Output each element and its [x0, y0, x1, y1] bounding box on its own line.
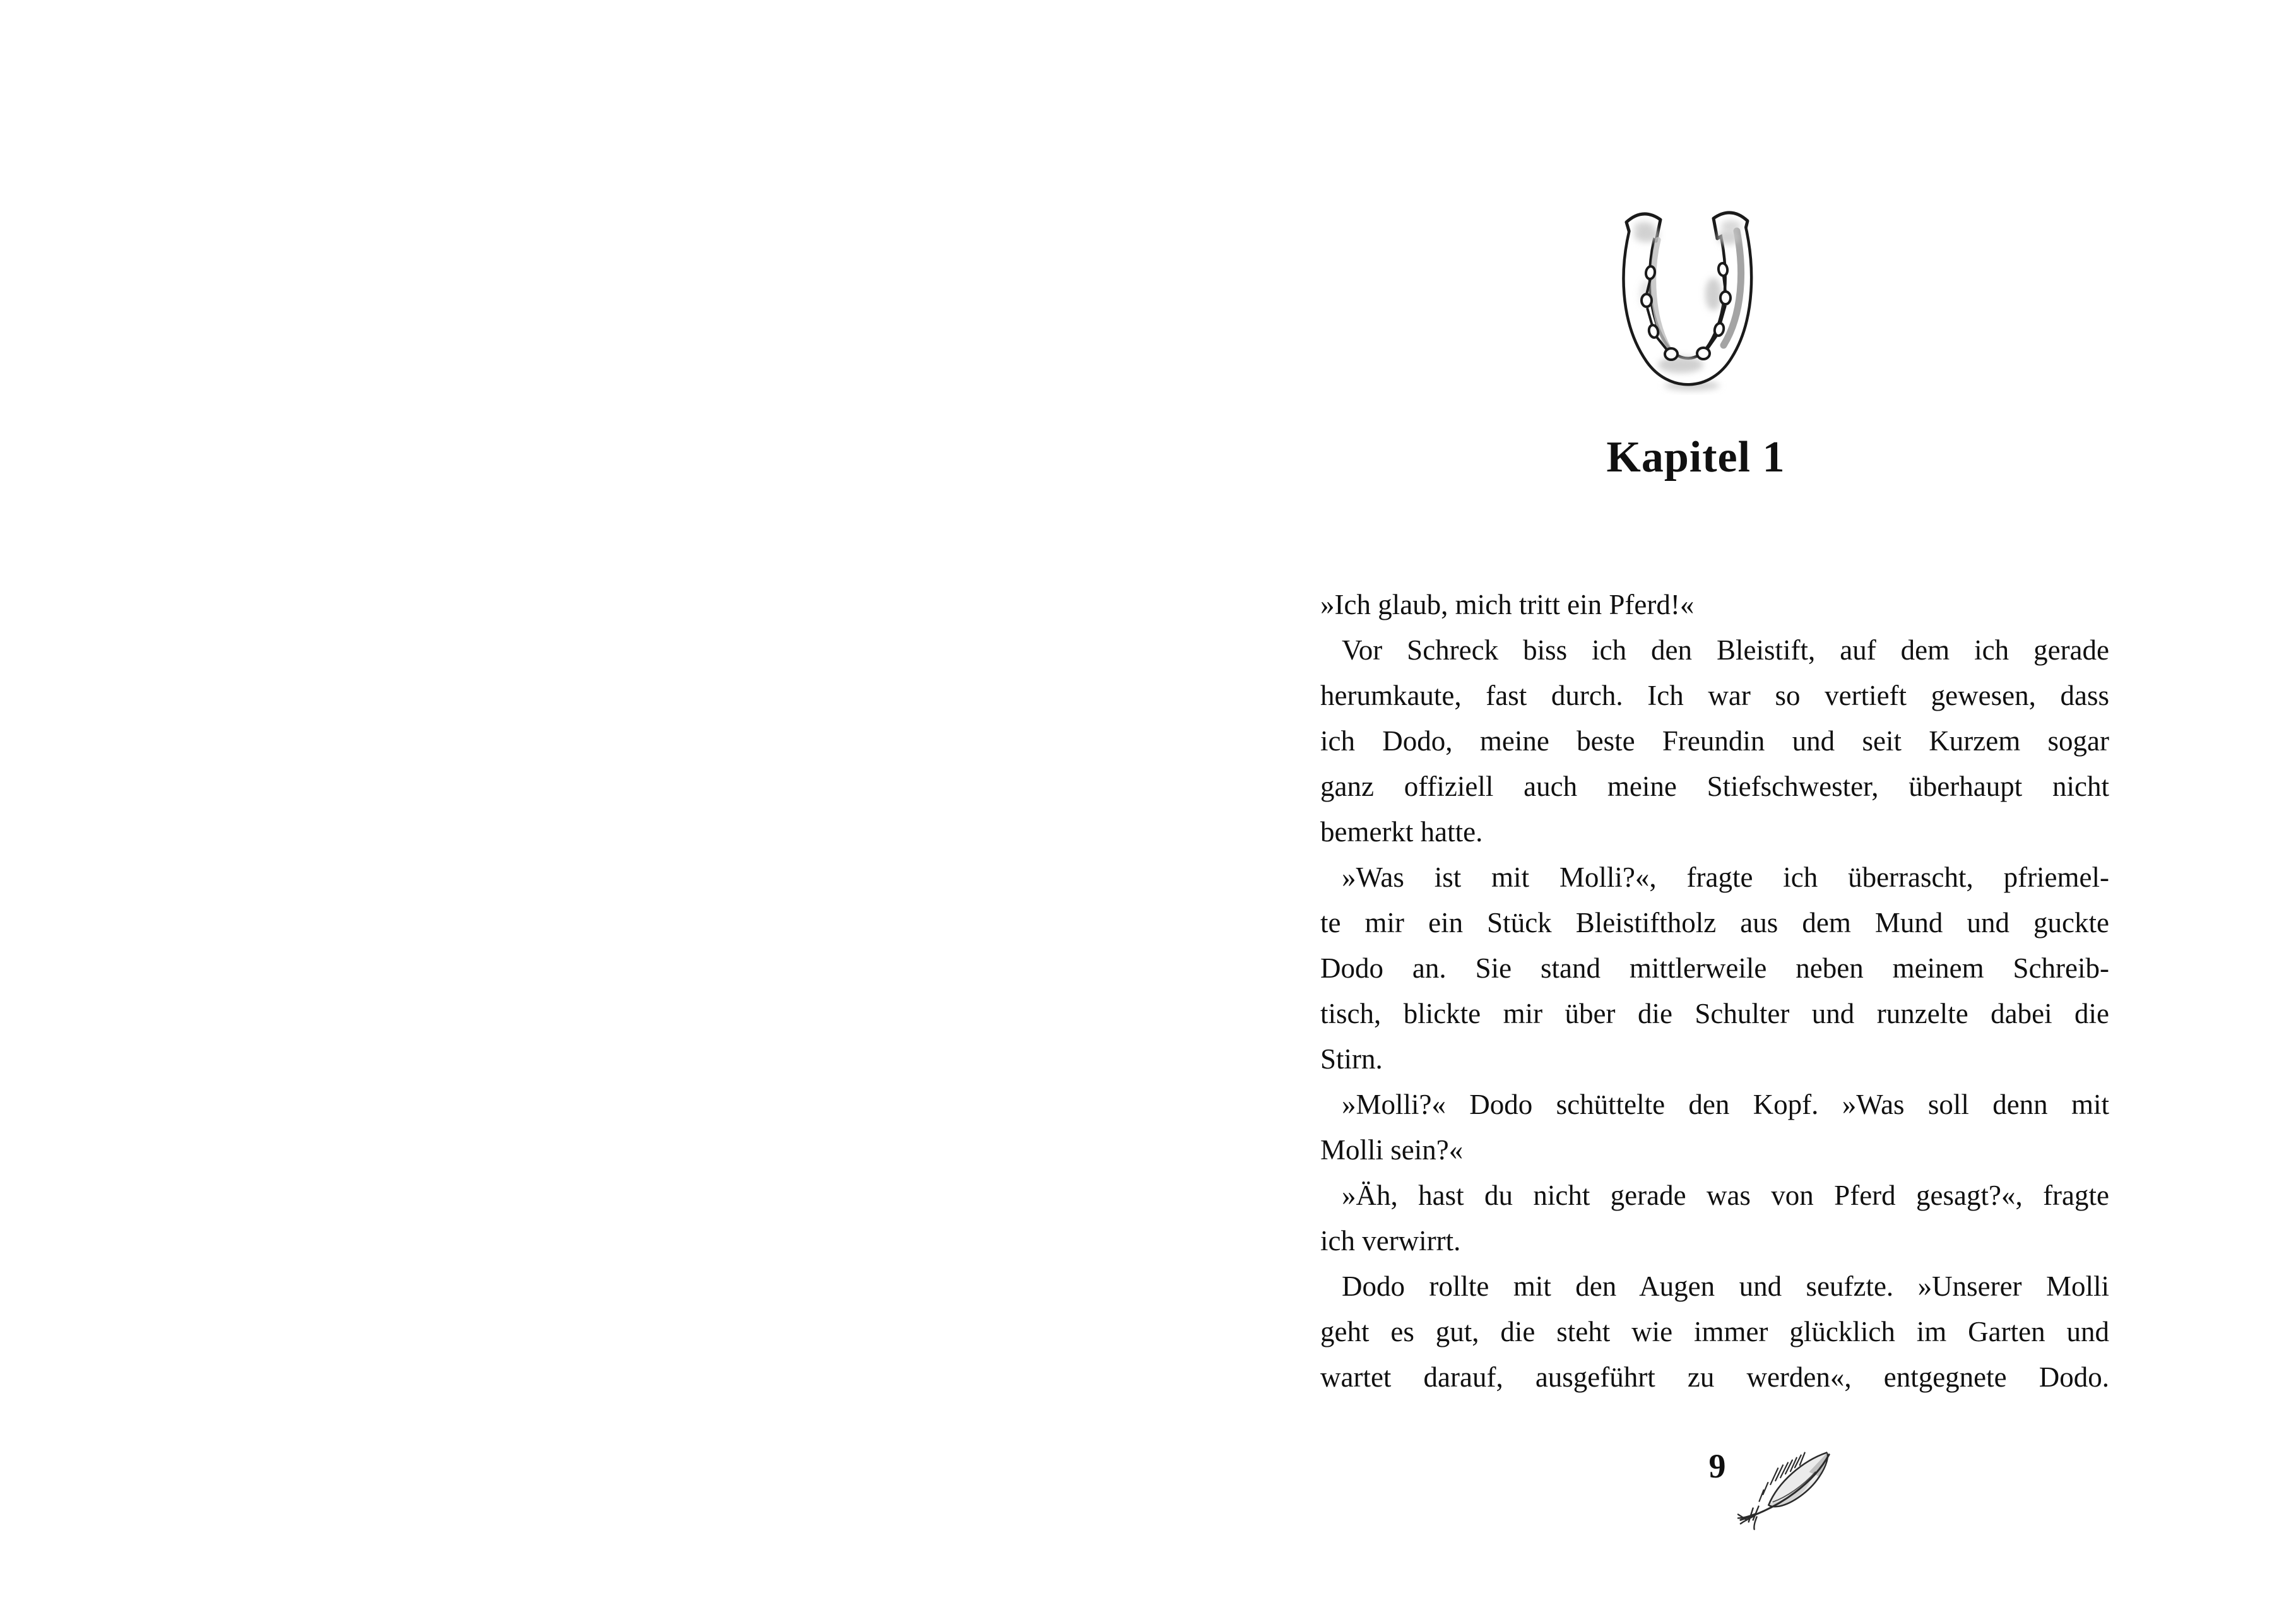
chapter-title: Kapitel 1	[1606, 433, 1785, 482]
text-line: te mir ein Stück Bleistiftholz aus dem Mund und guckte	[1320, 907, 2109, 938]
text-line: ganz offiziell auch meine Stiefschwester, überhaupt nicht	[1320, 771, 2109, 802]
text-line: Dodo rollte mit den Augen und seufzte. »Unserer Molli	[1342, 1270, 2109, 1302]
horseshoe-icon	[1618, 198, 1756, 395]
text-line: geht es gut, die steht wie immer glücklich im Garten und	[1320, 1316, 2109, 1347]
text-line: wartet darauf, ausgeführt zu werden«, entgegnete Dodo.	[1320, 1361, 2109, 1393]
text-line: »Molli?« Dodo schüttelte den Kopf. »Was soll denn mit	[1342, 1089, 2109, 1120]
text-line: »Was ist mit Molli?«, fragte ich überrascht, pfriemel-	[1342, 861, 2109, 893]
text-line: »Ich glaub, mich tritt ein Pferd!«	[1320, 589, 1695, 620]
page-number: 9	[1708, 1447, 1726, 1485]
text-line: Stirn.	[1320, 1043, 1383, 1075]
text-line: »Äh, hast du nicht gerade was von Pferd gesagt?«, fragte	[1342, 1180, 2109, 1211]
text-line: tisch, blickte mir über die Schulter und runzelte dabei die	[1320, 998, 2109, 1029]
text-line: ich verwirrt.	[1320, 1225, 1461, 1257]
text-line: ich Dodo, meine beste Freundin und seit Kurzem sogar	[1320, 725, 2109, 757]
text-line: Molli sein?«	[1320, 1134, 1464, 1166]
text-line: Vor Schreck biss ich den Bleistift, auf dem ich gerade	[1342, 634, 2109, 666]
feather-icon	[1734, 1444, 1840, 1532]
text-line: Dodo an. Sie stand mittlerweile neben meinem Schreib-	[1320, 952, 2109, 984]
text-line: herumkaute, fast durch. Ich war so vertieft gewesen, dass	[1320, 680, 2109, 711]
body-text	[1320, 582, 2109, 1400]
text-line: bemerkt hatte.	[1320, 816, 1483, 848]
